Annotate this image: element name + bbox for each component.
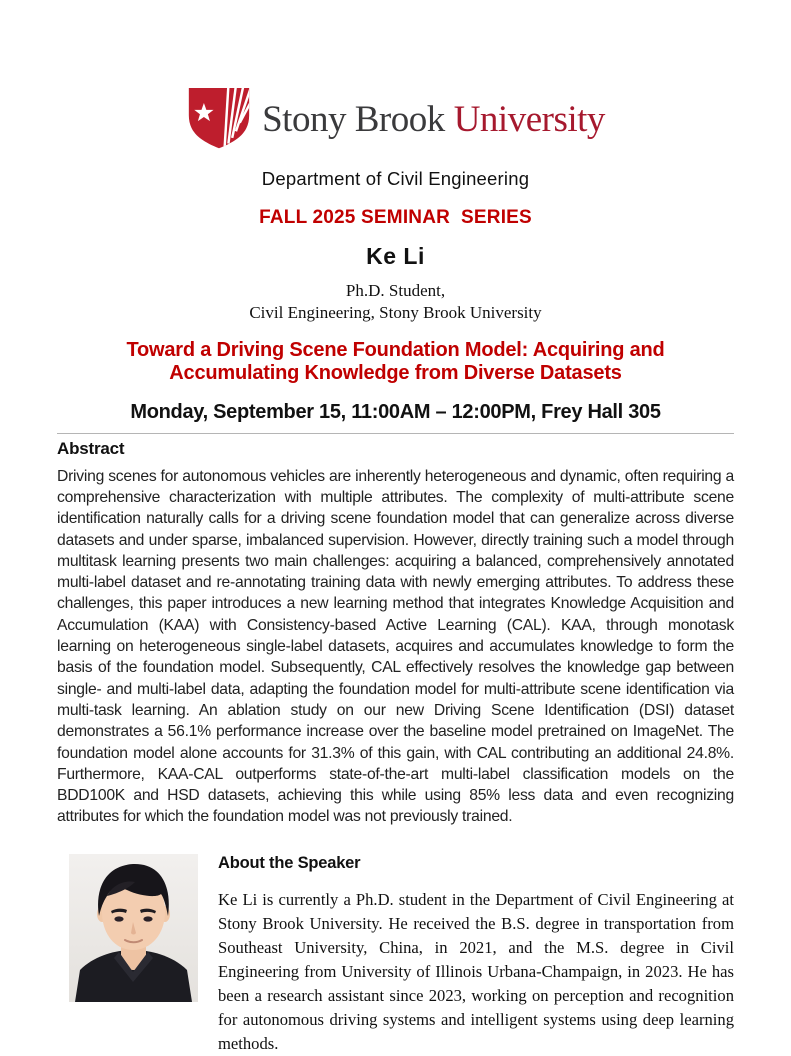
abstract-text: Driving scenes for autonomous vehicles are inherently heterogeneous and dynamic, often requiring a comprehensive characterization with multiple attributes. The complexity of multi-attribute scene identification naturally calls for a driving scene foundation model that can generalize across diverse datasets and under sparse, imbalanced supervision. However, directly training such a model through multitask learning presents two main challenges: acquiring a balanced, comprehensively annotated multi-label dataset and re-annotating training data with newly emerging attributes. To address these challenges, this paper introduces a new learning method that integrates Knowledge Acquisition and Accumulation (KAA) with Consistency-based Active Learning (CAL). KAA, through monotask learning on heterogeneous single-label datasets, acquires and accumulates knowledge to form the basis of the foundation model. Subsequently, CAL effectively resolves the knowledge gap between single- and multi-label data, adapting the foundation model for multi-attribute scene identification via multi-task learning. An ablation study on our new Driving Scene Identification (DSI) dataset demonstrates a 56.1% performance increase over the baseline model pretrained on ImageNet. The foundation model alone accounts for 31.3% of this gain, with CAL contributing an additional 24.8%. Furthermore, KAA-CAL outperforms state-of-the-art multi-label classification models on the BDD100K and HSD datasets, achieving this while using 85% less data and even recognizing attributes for which the foundation model was not previously trained.: [57, 467, 734, 826]
about-speaker-heading: About the Speaker: [218, 853, 361, 872]
university-wordmark: [262, 98, 605, 140]
speaker-bio-text: Ke Li is currently a Ph.D. student in the Department of Civil Engineering at Stony Brook University. He received the B.S. degree in transportation from Southeast University, China, in 2021, and the M.S. degree in Civil Engineering from University of Illinois Urbana-Champaign, in 2023. He has been a research assistant since 2023, working on perception and recognition for autonomous driving systems and intelligent systems using deep learning methods.: [218, 889, 734, 1053]
wordmark-stony-brook: Stony Brook: [262, 98, 445, 140]
flyer-header: [57, 86, 734, 424]
department-name: Department of Civil Engineering: [261, 168, 530, 189]
speaker-headshot: [69, 854, 198, 1002]
section-divider: [57, 433, 734, 434]
speaker-name: Ke Li: [366, 243, 425, 269]
speaker-affiliation: [57, 280, 734, 324]
stony-brook-shield-icon: [186, 87, 252, 151]
speaker-title-line1: Ph.D. Student,: [345, 281, 446, 300]
speaker-title-line2: Civil Engineering, Stony Brook University: [249, 302, 542, 322]
abstract-heading: Abstract: [57, 438, 125, 458]
datetime-location: Monday, September 15, 11:00AM – 12:00PM, Frey Hall 305: [130, 400, 661, 423]
seminar-series-title: FALL 2025 SEMINAR SERIES: [259, 207, 532, 228]
talk-title: Toward a Driving Scene Foundation Model: Acquiring and Accumulating Knowledge from Diverse Datasets: [126, 338, 665, 385]
speaker-bio-column: [218, 854, 734, 1056]
university-logo: [57, 86, 734, 152]
about-speaker-section: [57, 854, 734, 1056]
wordmark-university: University: [453, 98, 605, 140]
